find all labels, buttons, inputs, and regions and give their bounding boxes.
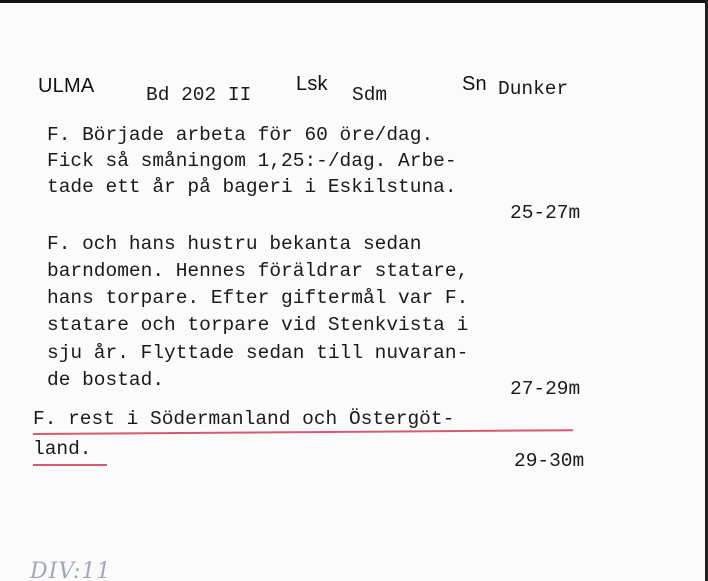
- bd-value: Bd 202 II: [146, 84, 252, 106]
- entry-3-underline-1: [33, 429, 573, 434]
- entry-2-line-1: F. och hans hustru bekanta sedan: [47, 233, 422, 255]
- entry-3-line-1: F. rest i Södermanland och Östergöt-: [33, 408, 455, 430]
- entry-2-line-6: de bostad.: [47, 369, 165, 391]
- ulma-stamp: ULMA: [38, 75, 95, 97]
- entry-2-line-5: sju år. Flyttade sedan till nuvaran-: [47, 342, 469, 364]
- entry-1-line-1: F. Började arbeta för 60 öre/dag.: [47, 124, 434, 146]
- entry-1-line-3: tade ett år på bageri i Eskilstuna.: [47, 176, 457, 198]
- entry-1-reference: 25-27m: [510, 202, 581, 224]
- card-top-edge: [0, 0, 708, 3]
- lsk-stamp: Lsk: [296, 73, 328, 95]
- entry-1-line-2: Fick så småningom 1,25:-/dag. Arbe-: [47, 150, 457, 172]
- sn-stamp: Sn: [462, 73, 487, 95]
- entry-2-line-4: statare och torpare vid Stenkvista i: [47, 314, 469, 336]
- lsk-value: Sdm: [352, 84, 388, 106]
- entry-2-reference: 27-29m: [510, 378, 581, 400]
- entry-2-line-3: hans torpare. Efter giftermål var F.: [47, 287, 469, 309]
- entry-3-reference: 29-30m: [514, 450, 585, 472]
- handwritten-archive-mark: DIV:11: [30, 559, 112, 581]
- sn-value: Dunker: [498, 78, 569, 100]
- entry-2-line-2: barndomen. Hennes föräldrar statare,: [47, 260, 469, 282]
- entry-3-line-2: land.: [33, 438, 92, 460]
- entry-3-underline-2: [33, 464, 107, 466]
